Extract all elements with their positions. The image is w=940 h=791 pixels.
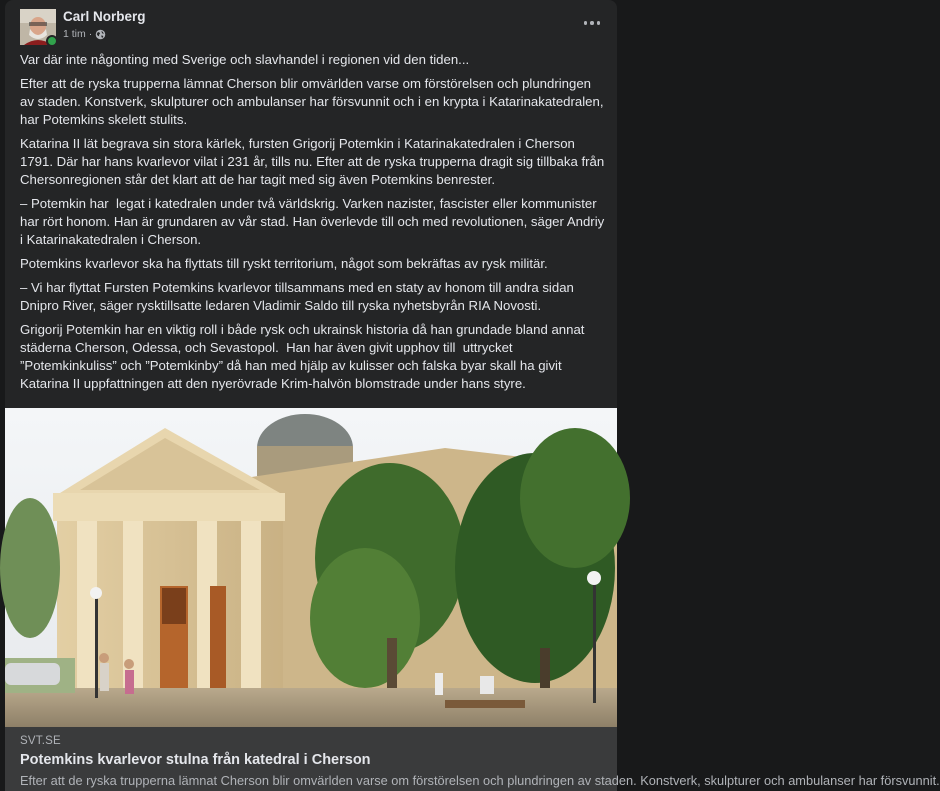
post-paragraph: – Vi har flyttat Fursten Potemkins kvarlevor tillsammans med en staty av honom till andra sidan Dnipro River, säger rysktillsatte ledaren Vladimir Saldo till ryska nyhetsbyrån RIA Novosti. — [20, 280, 578, 313]
cathedral-photo — [5, 408, 617, 727]
meta-separator: · — [88, 28, 93, 40]
author-name[interactable]: Carl Norberg — [63, 9, 146, 24]
link-preview-image[interactable] — [5, 408, 617, 727]
link-preview[interactable] — [5, 727, 940, 791]
link-domain: SVT.SE — [20, 735, 61, 747]
post-paragraph: Katarina II lät begrava sin stora kärlek, fursten Grigorij Potemkin i Katarinakatedralen i Cherson 1791. Där har hans kvarlevor vilat i 231 år, tills nu. Efter att de ryska trupperna dragit sig tillbaka från Chersonregionen står det klart att de har tagit med sig även Potemkins benrester. — [20, 136, 608, 187]
post-meta — [63, 28, 106, 40]
post-card — [5, 0, 940, 791]
post-time[interactable]: 1 tim — [63, 28, 86, 40]
post-header — [20, 9, 610, 49]
more-options-button[interactable] — [577, 11, 607, 35]
post-paragraph: Var där inte någonting med Sverige och slavhandel i regionen vid den tiden... — [20, 52, 470, 67]
link-title[interactable]: Potemkins kvarlevor stulna från katedral i Cherson — [20, 752, 371, 768]
globe-icon[interactable] — [95, 29, 106, 40]
post-paragraph: Efter att de ryska trupperna lämnat Cherson blir omvärlden varse om förstörelsen och plundringen av staden. Konstverk, skulpturer och ambulanser har försvunnit och i en krypta i Katarinakatedralen, har Potemkins skelett stulits. — [20, 76, 608, 127]
online-status-dot — [46, 35, 58, 47]
post-paragraph: Potemkins kvarlevor ska ha flyttats till ryskt territorium, något som bekräftas av rysk militär. — [20, 256, 548, 271]
more-options-icon — [584, 21, 588, 25]
post-paragraph: – Potemkin har legat i katedralen under två världskrig. Varken nazister, fascister eller kommunister har rört honom. Han är grundaren av vår stad. Han överlevde till och med revolutionen, säger Andriy i Katarinakatedralen i Cherson. — [20, 196, 608, 247]
link-description: Efter att de ryska trupperna lämnat Cherson blir omvärlden varse om förstörelsen och plundringen av staden. Konstverk, skulpturer och ambulanser har försvunnit. — [20, 773, 940, 788]
post-paragraph: Grigorij Potemkin har en viktig roll i både rysk och ukrainsk historia då han grundade bland annat städerna Cherson, Odessa, och Sevastopol. Han har även givit upphov till uttrycket ”Potemkinkuliss” och ”Potemkinby” då han med hjälp av kulisser och falska byar skall ha givit Katarina II uppfattningen att den nyerövrade Krim-halvön blomstrade under hans styre. — [20, 322, 589, 391]
post-text — [20, 51, 608, 399]
